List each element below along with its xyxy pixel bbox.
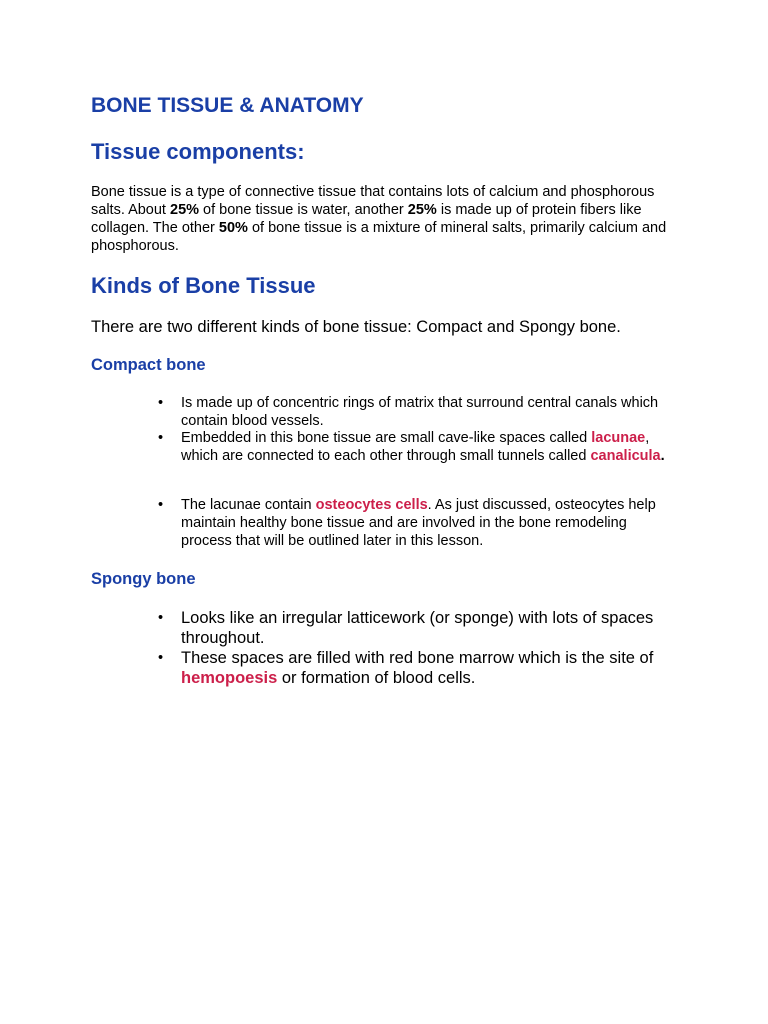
bullet-icon: • (158, 430, 164, 446)
spongy-bullet-1 (158, 608, 681, 648)
paragraph-text: is made up of protein fibers like collagen. The other (91, 202, 642, 236)
kinds-heading: Kinds of Bone Tissue (91, 273, 316, 298)
bullet-text: These spaces are filled with red bone marrow which is the site of (181, 649, 654, 667)
term-hemopoesis: hemopoesis (181, 669, 278, 687)
bullet-text: The lacunae contain (181, 497, 316, 513)
paragraph-text: of bone tissue is water, another (199, 202, 408, 218)
paragraph-text: Bone tissue is a type of connective tissue that contains lots of calcium and phosphorous salts. About (91, 184, 655, 218)
term-lacunae: lacunae (591, 430, 646, 446)
bullet-text: Is made up of concentric rings of matrix that surround central canals which contain blood vessels. (181, 395, 659, 429)
tissue-components-heading: Tissue components: (91, 139, 305, 164)
compact-bone-heading: Compact bone (91, 356, 206, 374)
percent-water: 25% (170, 202, 200, 218)
spongy-bullet-2 (158, 648, 681, 688)
term-osteocytes: osteocytes cells (315, 497, 428, 513)
bullet-text: or formation of blood cells. (277, 669, 476, 687)
kinds-intro: There are two different kinds of bone tissue: Compact and Spongy bone. (91, 318, 621, 336)
compact-bullet-1 (158, 394, 681, 430)
spongy-bone-heading: Spongy bone (91, 570, 196, 588)
bullet-icon: • (158, 610, 164, 626)
tissue-components-paragraph (91, 183, 691, 255)
bullet-text: . (660, 448, 665, 464)
bullet-text: . As just discussed, osteocytes help maintain healthy bone tissue and are involved in the bone remodeling process that will be outlined later in this lesson. (181, 497, 656, 549)
percent-protein: 25% (407, 202, 437, 218)
compact-bullet-2 (158, 429, 681, 465)
bullet-text: , which are connected to each other through small tunnels called (181, 430, 650, 464)
paragraph-text: of bone tissue is a mixture of mineral salts, primarily calcium and phosphorous. (91, 220, 667, 254)
document-title: BONE TISSUE & ANATOMY (91, 94, 364, 117)
bullet-text: Looks like an irregular latticework (or sponge) with lots of spaces throughout. (181, 609, 654, 647)
bullet-icon: • (158, 395, 164, 411)
percent-minerals: 50% (218, 220, 248, 236)
compact-bullet-3 (158, 496, 681, 550)
bullet-text: Embedded in this bone tissue are small cave-like spaces called (181, 430, 592, 446)
bullet-icon: • (158, 650, 164, 666)
term-canalicula: canalicula (590, 448, 661, 464)
bullet-icon: • (158, 497, 164, 513)
